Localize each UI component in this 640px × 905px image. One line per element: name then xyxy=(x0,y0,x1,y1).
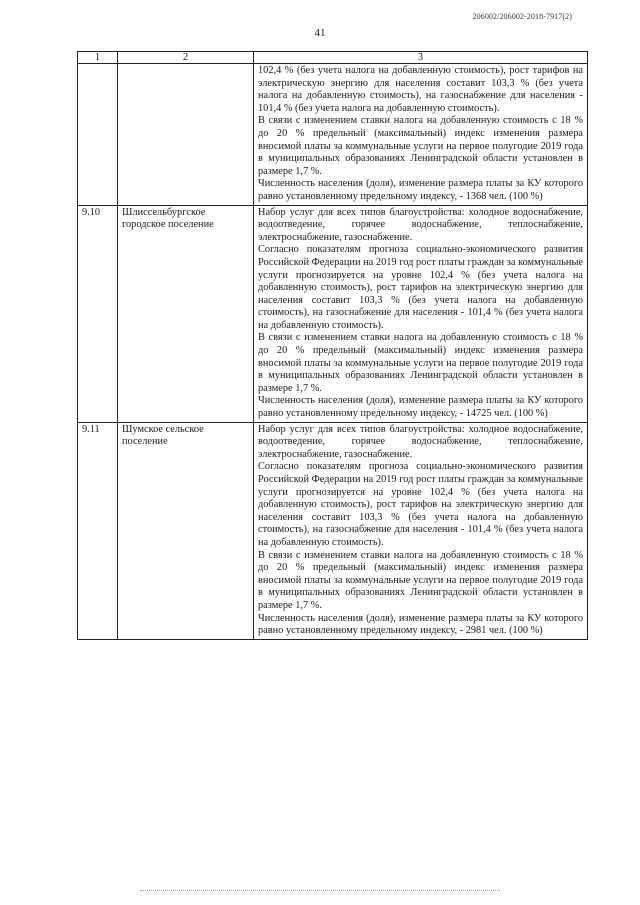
page-number: 41 xyxy=(314,27,326,39)
row-description xyxy=(254,64,588,206)
row-number: 9.11 xyxy=(78,422,118,639)
column-header-2: 2 xyxy=(118,52,254,64)
description-paragraph: Набор услуг для всех типов благоустройства: холодное водоснабжение, водоотведение, горячее водоснабжение, теплоснабжение, электроснабжение, газоснабжение. xyxy=(258,206,583,243)
table-header-row xyxy=(78,52,588,64)
description-paragraph: Набор услуг для всех типов благоустройства: холодное водоснабжение, водоотведение, горячее водоснабжение, теплоснабжение, электроснабжение, газоснабжение. xyxy=(258,423,583,460)
description-paragraph: 102,4 % (без учета налога на добавленную стоимость), рост тарифов на электрическую энергию для населения составит 103,3 % (без учета налога на добавленную стоимость), на газоснабжение для населения - 101,4 % (без учета налога на добавленную стоимость). xyxy=(258,65,583,114)
row-number: 9.10 xyxy=(78,205,118,422)
description-paragraph: Согласно показателям прогноза социально-экономического развития Российской Федерации на 2019 год рост платы граждан за коммунальные услуги прогнозируется на уровне 102,4 % (без учета налога на добавленную стоимость), рост тарифов на электрическую энергию для населения составит 103,3 % (без учета налога на добавленную стоимость), на газоснабжение для населения - 101,4 % (без учета налога на добавленную стоимость). xyxy=(258,244,583,331)
column-header-1: 1 xyxy=(78,52,118,64)
table-row xyxy=(78,422,588,639)
row-number xyxy=(78,64,118,206)
description-paragraph: В связи с изменением ставки налога на добавленную стоимость с 18 % до 20 % предельный (максимальный) индекс изменения размера вносимой платы за коммунальные услуги на первое полугодие 2019 года в муниципальных образованиях Ленинградской области установлен в размере 1,7 %. xyxy=(258,549,583,611)
description-paragraph: Численность населения (доля), изменение размера платы за КУ которого равно установленному предельному индексу, - 1368 чел. (100 %) xyxy=(258,178,583,202)
table-row xyxy=(78,205,588,422)
column-header-3: 3 xyxy=(254,52,588,64)
table-row xyxy=(78,64,588,206)
settlement-name xyxy=(118,64,254,206)
description-paragraph: Согласно показателям прогноза социально-экономического развития Российской Федерации на 2019 год рост платы граждан за коммунальные услуги прогнозируется на уровне 102,4 % (без учета налога на добавленную стоимость), рост тарифов на электрическую энергию для населения составит 103,3 % (без учета налога на добавленную стоимость), на газоснабжение для населения - 101,4 % (без учета налога на добавленную стоимость). xyxy=(258,461,583,548)
description-paragraph: Численность населения (доля), изменение размера платы за КУ которого равно установленному предельному индексу, - 2981 чел. (100 %) xyxy=(258,612,583,637)
municipal-index-table xyxy=(77,51,588,640)
settlement-name: Шумское сельское поселение xyxy=(118,422,254,639)
description-paragraph: Численность населения (доля), изменение размера платы за КУ которого равно установленному предельному индексу, - 14725 чел. (100 %) xyxy=(258,395,583,420)
row-description xyxy=(254,422,588,639)
footer-divider xyxy=(140,890,500,891)
document-id: 206002/206002-2018-7917(2) xyxy=(472,12,572,21)
description-paragraph: В связи с изменением ставки налога на добавленную стоимость с 18 % до 20 % предельный (максимальный) индекс изменения размера вносимой платы за коммунальные услуги на первое полугодие 2019 года в муниципальных образованиях Ленинградской области установлен в размере 1,7 %. xyxy=(258,115,583,177)
row-description xyxy=(254,205,588,422)
settlement-name: Шлиссельбургское городское поселение xyxy=(118,205,254,422)
description-paragraph: В связи с изменением ставки налога на добавленную стоимость с 18 % до 20 % предельный (максимальный) индекс изменения размера вносимой платы за коммунальные услуги на первое полугодие 2019 года в муниципальных образованиях Ленинградской области установлен в размере 1,7 %. xyxy=(258,332,583,394)
